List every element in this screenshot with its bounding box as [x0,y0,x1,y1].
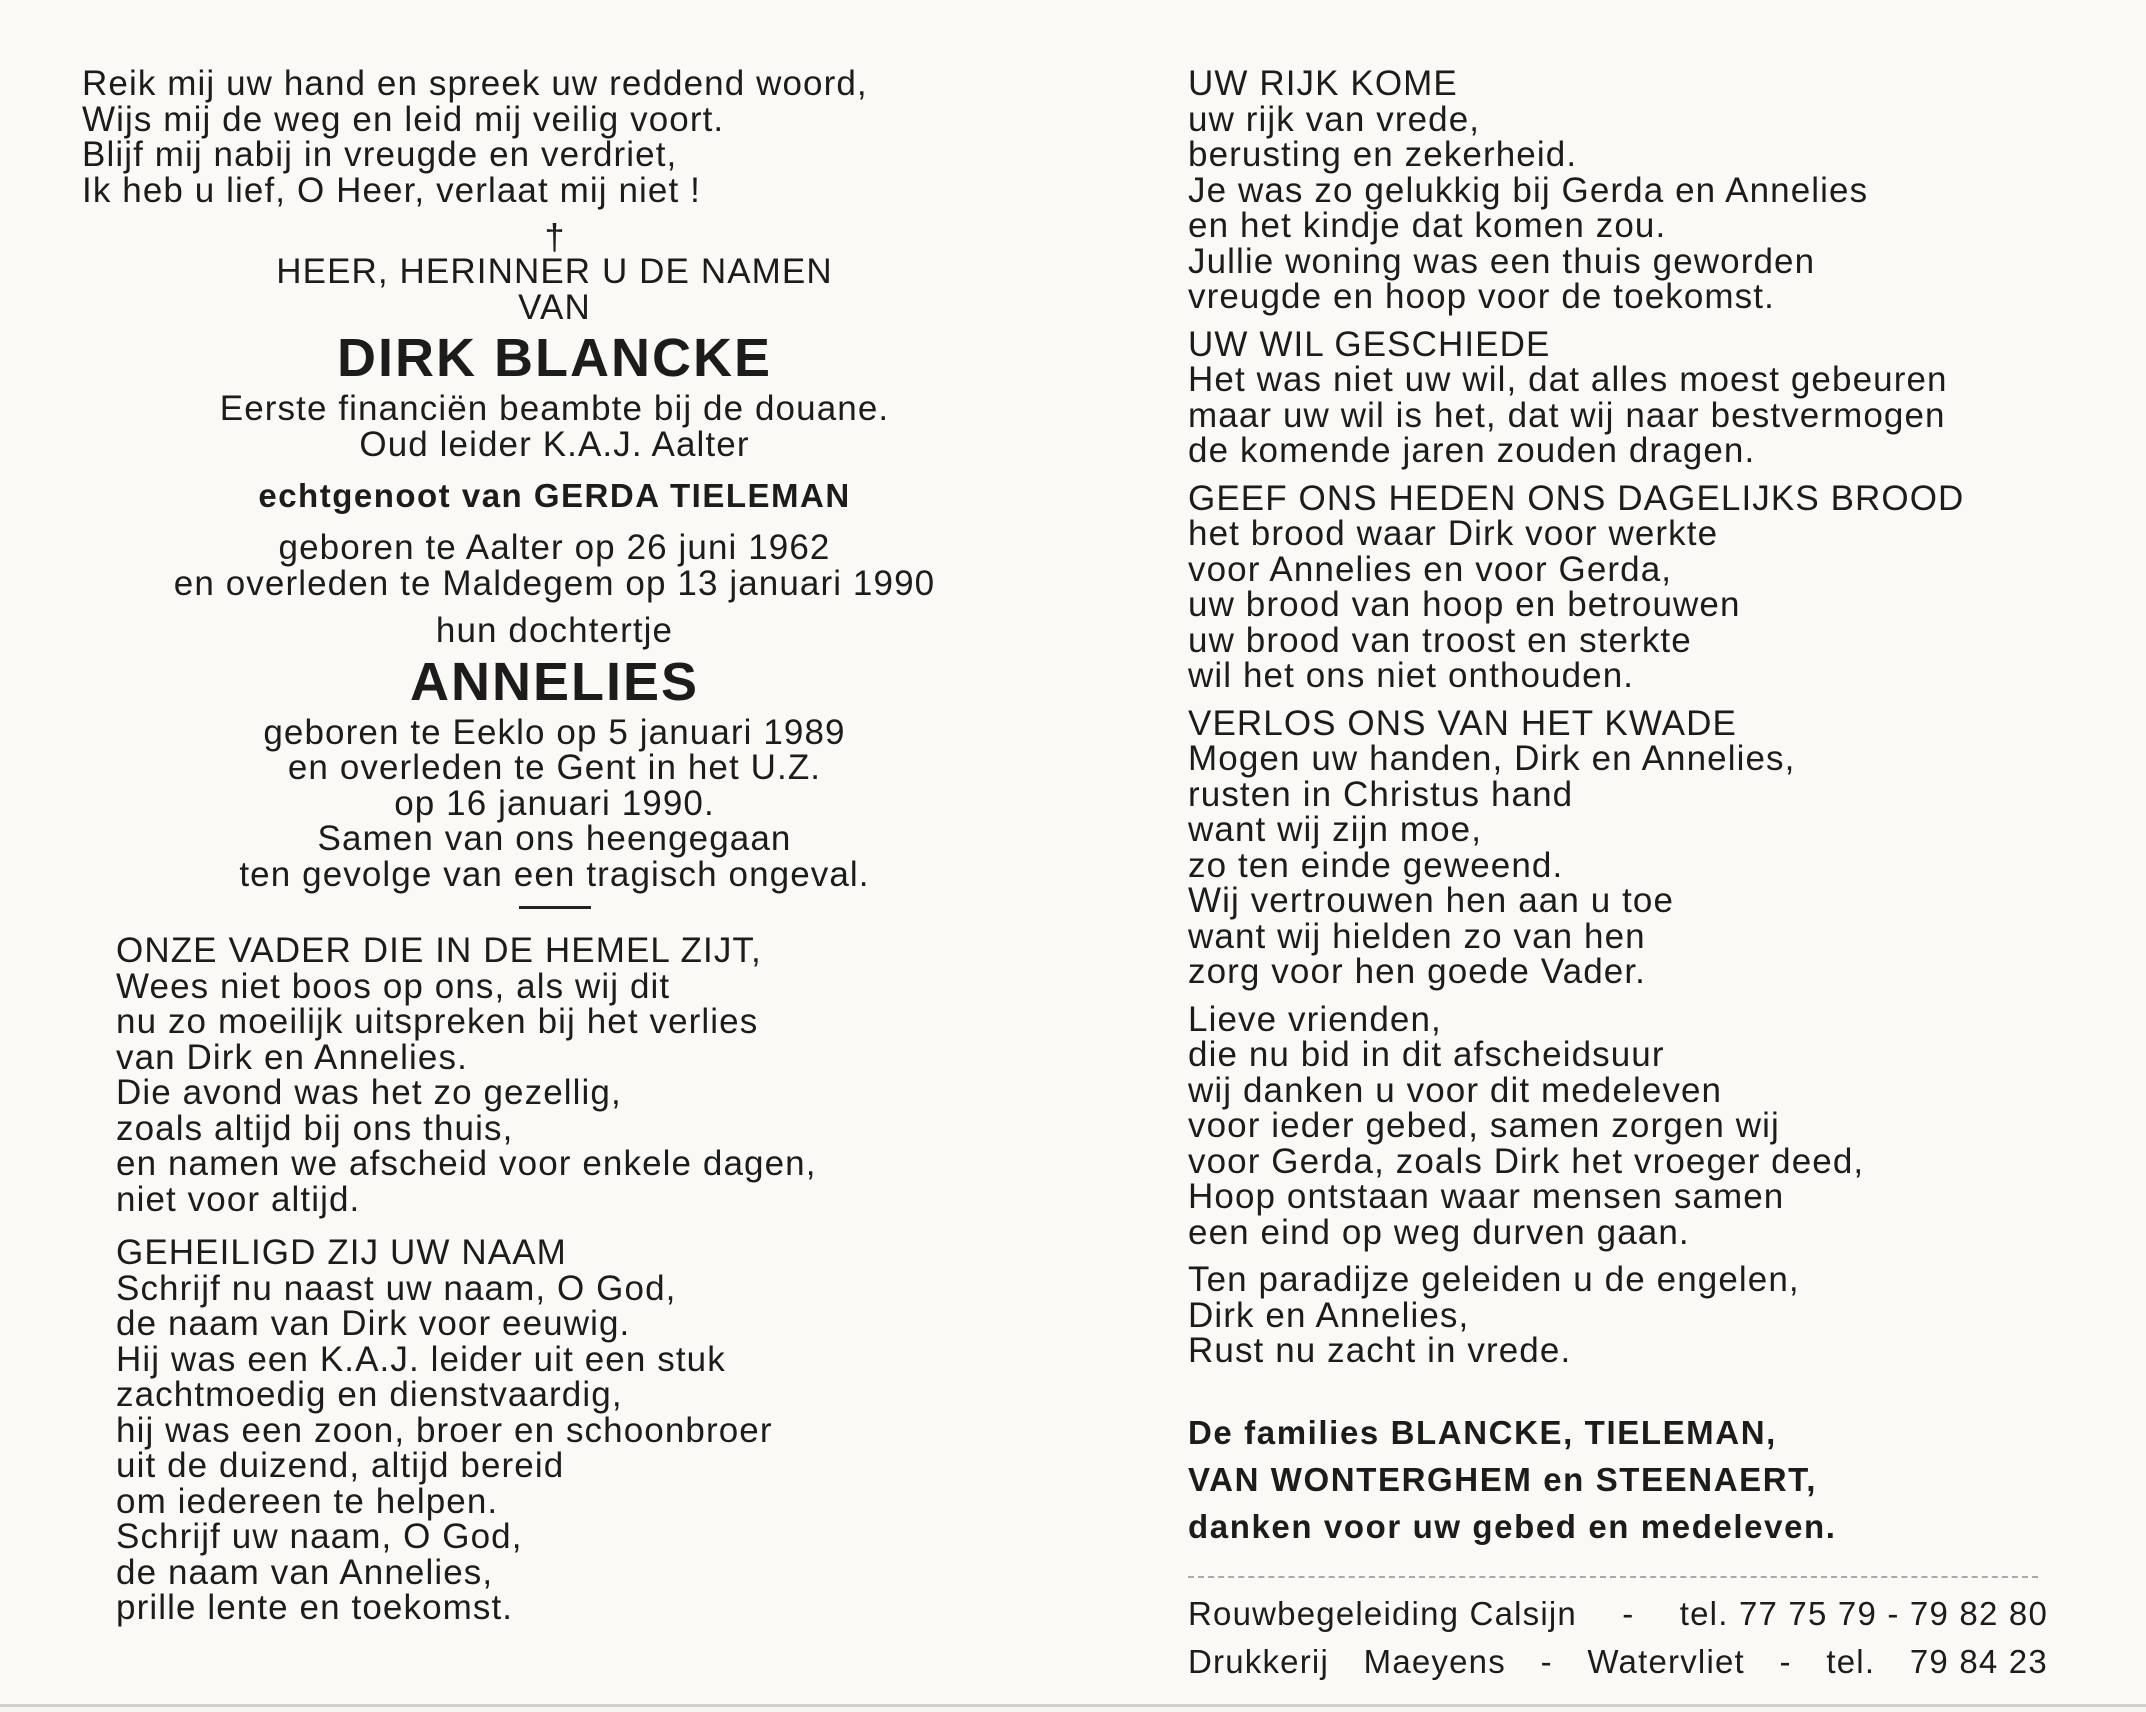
section-line: en het kindje dat komen zou. [1188,206,1667,245]
section-uw-wil-geschiede [1188,324,2088,470]
section-line: Die avond was het zo gezellig, [116,1073,622,1112]
prayer-line: Reik mij uw hand en spreek uw reddend woord, [82,64,868,103]
section-lieve-vrienden [1188,999,2088,1252]
section-line: om iedereen te helpen. [116,1481,499,1521]
right-column [1188,66,2088,1686]
section-dagelijks-brood [1188,478,2088,695]
together-line: Samen van ons heengegaan [317,819,792,858]
credit-text: - [1622,1594,1635,1632]
credit-text: tel. [1826,1642,1876,1680]
occupation: Oud leider K.A.J. Aalter [359,424,750,464]
section-line: van Dirk en Annelies. [116,1037,468,1077]
section-heading: ONZE VADER DIE IN DE HEMEL ZIJT, [116,931,762,970]
section-line: uit de duizend, altijd bereid [116,1446,565,1485]
section-line: wil het ons niet onthouden. [1188,656,1635,695]
section-line: de naam van Dirk voor eeuwig. [116,1304,631,1343]
section-line: Schrijf nu naast uw naam, O God, [116,1268,677,1308]
section-line: zorg voor hen goede Vader. [1188,952,1646,991]
section-line: voor Gerda, zoals Dirk het vroeger deed, [1188,1141,1865,1181]
section-line: berusting en zekerheid. [1188,135,1578,174]
section-verlos-ons [1188,703,2088,991]
section-line: niet voor altijd. [116,1179,361,1219]
section-line: Lieve vrienden, [1188,999,1442,1039]
credit-text: - [1540,1642,1553,1680]
opening-prayer [82,66,1027,208]
section-line: Hij was een K.A.J. leider uit een stuk [116,1339,726,1379]
section-geheiligd [116,1235,1027,1626]
section-uw-rijk-kome [1188,66,2088,315]
section-line: die nu bid in dit afscheidsuur [1188,1035,1665,1074]
credit-text: Drukkerij [1188,1642,1329,1680]
section-line: Je was zo gelukkig bij Gerda en Annelies [1188,170,1869,210]
section-line: hij was een zoon, broer en schoonbroer [116,1410,773,1450]
section-line: Wees niet boos op ons, als wij dit [116,966,671,1006]
section-line: uw rijk van vrede, [1188,99,1481,139]
section-line: Schrijf uw naam, O God, [116,1517,523,1556]
section-line: voor Annelies en voor Gerda, [1188,549,1673,589]
section-line: Hoop ontstaan waar mensen samen [1188,1177,1785,1216]
birth-line: geboren te Eeklo op 5 januari 1989 [263,712,846,752]
section-heading: GEEF ONS HEDEN ONS DAGELIJKS BROOD [1188,478,1965,518]
credit-text: Watervliet [1587,1642,1745,1680]
section-line: Rust nu zacht in vrede. [1188,1331,1572,1370]
remember-heading: VAN [518,287,591,327]
section-line: nu zo moeilijk uitspreken bij het verlies [116,1002,759,1041]
thanks-line: VAN WONTERGHEM en STEENAERT, [1188,1460,1818,1498]
section-line: maar uw wil is het, dat wij naar bestvermogen [1188,395,1946,435]
credit-text: Rouwbegeleiding Calsijn [1188,1594,1577,1632]
together-line: ten gevolge van een tragisch ongeval. [239,854,870,894]
section-line: voor ieder gebed, samen zorgen wij [1188,1106,1780,1145]
credit-text: - [1779,1642,1792,1680]
thanks-line: De families BLANCKE, TIELEMAN, [1188,1413,1777,1451]
death-line: op 16 januari 1990. [394,783,715,823]
death-line: en overleden te Gent in het U.Z. [287,748,822,787]
divider [519,906,591,909]
section-line: vreugde en hoop voor de toekomst. [1188,277,1775,316]
spouse-line: echtgenoot van GERDA TIELEMAN [258,477,851,514]
credit-line-1 [1188,1590,2048,1638]
section-line: Het was niet uw wil, dat alles moest gebeuren [1188,360,1948,399]
section-line: Mogen uw handen, Dirk en Annelies, [1188,739,1796,778]
section-line: Wij vertrouwen hen aan u toe [1188,881,1675,920]
section-heading: VERLOS ONS VAN HET KWADE [1188,703,1737,743]
birth-line: geboren te Aalter op 26 juni 1962 [278,528,831,567]
deceased-name-annelies: ANNELIES [409,651,700,712]
left-prayer-sections [82,933,1027,1626]
section-line: want wij zijn moe, [1188,810,1483,849]
section-line: want wij hielden zo van hen [1188,916,1646,956]
section-paradijs [1188,1262,2088,1369]
credit-text: 79 84 23 [1909,1642,2048,1680]
occupation: Eerste financiën beambte bij de douane. [219,389,890,428]
deceased-name-dirk: DIRK BLANCKE [337,328,772,388]
remember-heading: HEER, HERINNER U DE NAMEN [276,252,833,291]
cross-icon: † [544,216,565,257]
section-line: zachtmoedig en dienstvaardig, [116,1375,623,1414]
thanks-block [1188,1409,2088,1550]
prayer-line: Blijf mij nabij in vreugde en verdriet, [82,135,678,174]
section-heading: UW WIL GESCHIEDE [1188,324,1551,364]
section-heading: GEHEILIGD ZIJ UW NAAM [116,1233,567,1272]
section-line: Ten paradijze geleiden u de engelen, [1188,1260,1800,1299]
section-line: Dirk en Annelies, [1188,1295,1470,1335]
section-line: een eind op weg durven gaan. [1188,1212,1690,1252]
death-line: en overleden te Maldegem op 13 januari 1990 [173,563,936,603]
section-line: de naam van Annelies, [116,1552,494,1592]
thanks-line: danken voor uw gebed en medeleven. [1188,1507,1837,1545]
section-line: wij danken u voor dit medeleven [1188,1070,1723,1110]
section-line: rusten in Christus hand [1188,774,1574,814]
section-line: uw brood van hoop en betrouwen [1188,585,1741,624]
section-heading: UW RIJK KOME [1188,64,1458,103]
section-line: zo ten einde geweend. [1188,845,1564,885]
credit-text: tel. 77 75 79 - 79 82 80 [1679,1594,2048,1632]
relation-line: hun dochtertje [435,611,674,650]
section-line: en namen we afscheid voor enkele dagen, [116,1144,817,1183]
credit-text: Maeyens [1363,1642,1506,1680]
section-line: de komende jaren zouden dragen. [1188,431,1756,470]
section-line: Jullie woning was een thuis geworden [1188,241,1816,281]
section-onze-vader [116,933,1027,1217]
section-line: prille lente en toekomst. [116,1588,514,1627]
section-line: uw brood van troost en sterkte [1188,620,1692,660]
section-line: het brood waar Dirk voor werkte [1188,514,1719,553]
left-column [82,66,1027,1626]
section-line: zoals altijd bij ons thuis, [116,1108,514,1148]
divider [1188,1576,2038,1578]
prayer-line: Ik heb u lief, O Heer, verlaat mij niet ! [82,170,701,210]
prayer-line: Wijs mij de weg en leid mij veilig voort. [82,99,725,139]
credit-line-2 [1188,1638,2048,1686]
